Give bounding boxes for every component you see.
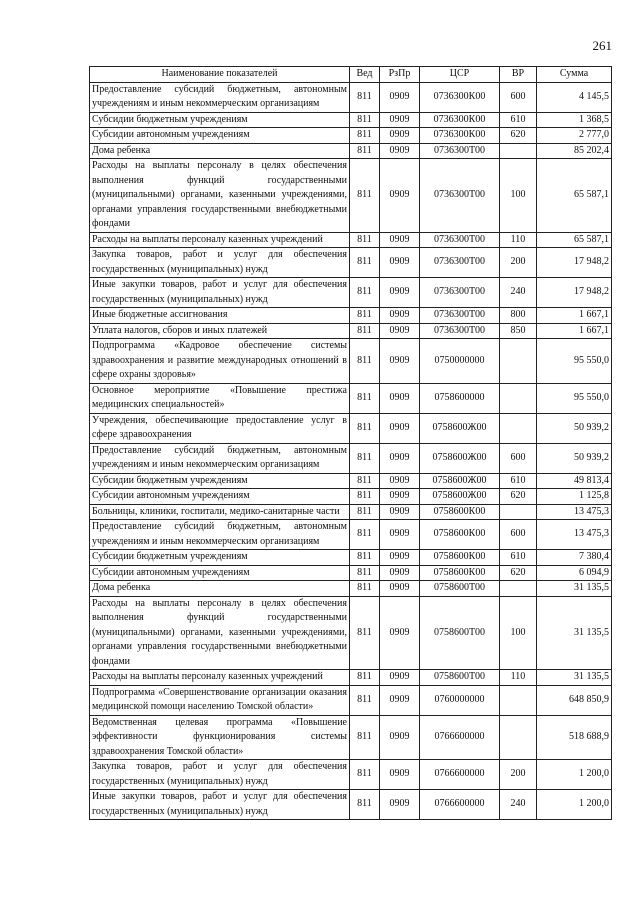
row-sum-cell: 17 948,2 [537,278,612,308]
row-ved-cell: 811 [350,520,380,550]
row-sum-cell: 65 587,1 [537,232,612,248]
row-rzpr-cell: 0909 [380,565,420,581]
row-rzpr-cell: 0909 [380,82,420,112]
row-rzpr-cell: 0909 [380,383,420,413]
table-row [90,383,612,413]
table-row [90,159,612,233]
row-ved-cell: 811 [350,596,380,670]
row-name-cell: Субсидии автономным учреждениям [90,565,350,581]
row-ved-cell: 811 [350,670,380,686]
row-vr-cell: 600 [500,443,537,473]
table-row [90,82,612,112]
row-sum-cell: 17 948,2 [537,248,612,278]
row-ved-cell: 811 [350,473,380,489]
row-csr-cell: 0758600Т00 [420,581,500,597]
row-vr-cell [500,715,537,760]
table-row [90,248,612,278]
row-name-cell: Иные закупки товаров, работ и услуг для обеспечения государственных (муниципальных) нужд [90,790,350,820]
row-ved-cell: 811 [350,413,380,443]
row-vr-cell: 240 [500,790,537,820]
table-row [90,581,612,597]
row-rzpr-cell: 0909 [380,596,420,670]
table-row [90,278,612,308]
column-header-vr: ВР [500,67,537,83]
row-csr-cell: 0736300Т00 [420,232,500,248]
budget-table [89,66,612,820]
table-row [90,550,612,566]
row-rzpr-cell: 0909 [380,248,420,278]
row-rzpr-cell: 0909 [380,685,420,715]
row-ved-cell: 811 [350,339,380,384]
table-row [90,715,612,760]
row-sum-cell: 2 777,0 [537,128,612,144]
row-name-cell: Подпрограмма «Кадровое обеспечение системы здравоохранения и развитие международных отношений в сфере охраны здоровья» [90,339,350,384]
row-name-cell: Иные закупки товаров, работ и услуг для обеспечения государственных (муниципальных) нужд [90,278,350,308]
row-sum-cell: 65 587,1 [537,159,612,233]
row-rzpr-cell: 0909 [380,143,420,159]
page-number: 261 [592,38,612,53]
row-vr-cell: 110 [500,670,537,686]
table-row [90,112,612,128]
row-vr-cell: 200 [500,248,537,278]
row-vr-cell: 100 [500,596,537,670]
table-row [90,128,612,144]
row-csr-cell: 0758600К00 [420,520,500,550]
row-csr-cell: 0766600000 [420,790,500,820]
row-sum-cell: 518 688,9 [537,715,612,760]
row-ved-cell: 811 [350,443,380,473]
row-csr-cell: 0758600К00 [420,550,500,566]
row-vr-cell: 240 [500,278,537,308]
row-sum-cell: 1 125,8 [537,489,612,505]
row-csr-cell: 0758600000 [420,383,500,413]
row-ved-cell: 811 [350,278,380,308]
row-name-cell: Закупка товаров, работ и услуг для обеспечения государственных (муниципальных) нужд [90,760,350,790]
row-sum-cell: 31 135,5 [537,596,612,670]
row-ved-cell: 811 [350,489,380,505]
row-vr-cell [500,339,537,384]
row-vr-cell: 200 [500,760,537,790]
table-row [90,760,612,790]
row-csr-cell: 0736300Т00 [420,308,500,324]
row-vr-cell: 600 [500,520,537,550]
row-vr-cell [500,383,537,413]
row-name-cell: Учреждения, обеспечивающие предоставление услуг в сфере здравоохранения [90,413,350,443]
row-csr-cell: 0766600000 [420,715,500,760]
row-vr-cell: 610 [500,473,537,489]
row-ved-cell: 811 [350,232,380,248]
table-row [90,443,612,473]
table-row [90,504,612,520]
table-row [90,323,612,339]
row-name-cell: Расходы на выплаты персоналу в целях обеспечения выполнения функций государственными (муниципальными) органами, казенными учреждениями, органами управления государственными внебюджетными фондами [90,159,350,233]
row-rzpr-cell: 0909 [380,232,420,248]
row-rzpr-cell: 0909 [380,790,420,820]
row-csr-cell: 0736300К00 [420,128,500,144]
row-ved-cell: 811 [350,685,380,715]
table-row [90,308,612,324]
row-name-cell: Субсидии бюджетным учреждениям [90,112,350,128]
row-name-cell: Иные бюджетные ассигнования [90,308,350,324]
row-csr-cell: 0736300К00 [420,82,500,112]
row-csr-cell: 0766600000 [420,760,500,790]
row-sum-cell: 1 667,1 [537,323,612,339]
row-name-cell: Субсидии бюджетным учреждениям [90,550,350,566]
row-vr-cell: 620 [500,489,537,505]
row-ved-cell: 811 [350,112,380,128]
row-name-cell: Подпрограмма «Совершенствование организации оказания медицинской помощи населению Томской области» [90,685,350,715]
row-rzpr-cell: 0909 [380,128,420,144]
row-vr-cell: 620 [500,565,537,581]
table-row [90,232,612,248]
row-vr-cell: 800 [500,308,537,324]
table-row [90,413,612,443]
row-name-cell: Расходы на выплаты персоналу казенных учреждений [90,670,350,686]
row-ved-cell: 811 [350,383,380,413]
row-sum-cell: 1 200,0 [537,760,612,790]
row-rzpr-cell: 0909 [380,520,420,550]
row-name-cell: Основное мероприятие «Повышение престижа медицинских специальностей» [90,383,350,413]
row-vr-cell: 610 [500,550,537,566]
row-rzpr-cell: 0909 [380,413,420,443]
row-csr-cell: 0736300Т00 [420,278,500,308]
row-csr-cell: 0736300Т00 [420,143,500,159]
row-rzpr-cell: 0909 [380,489,420,505]
row-csr-cell: 0760000000 [420,685,500,715]
row-ved-cell: 811 [350,504,380,520]
table-row [90,790,612,820]
row-ved-cell: 811 [350,323,380,339]
row-vr-cell: 620 [500,128,537,144]
row-vr-cell [500,581,537,597]
row-sum-cell: 50 939,2 [537,443,612,473]
row-sum-cell: 13 475,3 [537,520,612,550]
row-name-cell: Расходы на выплаты персоналу в целях обеспечения выполнения функций государственными (муниципальными) органами, казенными учреждениями, органами управления государственными внебюджетными фондами [90,596,350,670]
row-ved-cell: 811 [350,550,380,566]
row-vr-cell: 600 [500,82,537,112]
row-sum-cell: 1 667,1 [537,308,612,324]
row-ved-cell: 811 [350,128,380,144]
row-sum-cell: 95 550,0 [537,383,612,413]
row-rzpr-cell: 0909 [380,278,420,308]
row-sum-cell: 1 368,5 [537,112,612,128]
row-vr-cell: 100 [500,159,537,233]
row-rzpr-cell: 0909 [380,308,420,324]
row-sum-cell: 31 135,5 [537,581,612,597]
row-csr-cell: 0758600Т00 [420,670,500,686]
row-rzpr-cell: 0909 [380,670,420,686]
row-sum-cell: 6 094,9 [537,565,612,581]
table-body [90,82,612,820]
row-ved-cell: 811 [350,760,380,790]
row-sum-cell: 4 145,5 [537,82,612,112]
row-sum-cell: 85 202,4 [537,143,612,159]
row-name-cell: Предоставление субсидий бюджетным, автономным учреждениям и иным некоммерческим организациям [90,82,350,112]
table-row [90,565,612,581]
column-header-csr: ЦСР [420,67,500,83]
row-name-cell: Расходы на выплаты персоналу казенных учреждений [90,232,350,248]
column-header-rzpr: РзПр [380,67,420,83]
row-rzpr-cell: 0909 [380,112,420,128]
row-name-cell: Больницы, клиники, госпитали, медико-санитарные части [90,504,350,520]
row-sum-cell: 7 380,4 [537,550,612,566]
row-name-cell: Ведомственная целевая программа «Повышение эффективности функционирования системы здравоохранения Томской области» [90,715,350,760]
row-rzpr-cell: 0909 [380,339,420,384]
row-vr-cell: 850 [500,323,537,339]
row-sum-cell: 648 850,9 [537,685,612,715]
row-sum-cell: 1 200,0 [537,790,612,820]
table-row [90,489,612,505]
row-ved-cell: 811 [350,82,380,112]
row-name-cell: Дома ребенка [90,143,350,159]
row-csr-cell: 0758600Ж00 [420,443,500,473]
row-rzpr-cell: 0909 [380,581,420,597]
row-rzpr-cell: 0909 [380,715,420,760]
row-csr-cell: 0736300Т00 [420,323,500,339]
row-ved-cell: 811 [350,581,380,597]
row-ved-cell: 811 [350,565,380,581]
row-vr-cell [500,504,537,520]
row-csr-cell: 0736300Т00 [420,159,500,233]
table-row [90,339,612,384]
row-vr-cell: 610 [500,112,537,128]
row-name-cell: Предоставление субсидий бюджетным, автономным учреждениям и иным некоммерческим организациям [90,443,350,473]
row-name-cell: Закупка товаров, работ и услуг для обеспечения государственных (муниципальных) нужд [90,248,350,278]
row-vr-cell [500,143,537,159]
row-csr-cell: 0758600К00 [420,504,500,520]
column-header-sum: Сумма [537,67,612,83]
table-row [90,143,612,159]
row-name-cell: Предоставление субсидий бюджетным, автономным учреждениям и иным некоммерческим организациям [90,520,350,550]
table-row [90,473,612,489]
row-ved-cell: 811 [350,248,380,278]
row-rzpr-cell: 0909 [380,504,420,520]
row-csr-cell: 0758600Т00 [420,596,500,670]
row-vr-cell: 110 [500,232,537,248]
row-csr-cell: 0758600Ж00 [420,489,500,505]
row-ved-cell: 811 [350,790,380,820]
column-header-ved: Вед [350,67,380,83]
table-row [90,670,612,686]
row-sum-cell: 50 939,2 [537,413,612,443]
row-sum-cell: 49 813,4 [537,473,612,489]
row-ved-cell: 811 [350,308,380,324]
row-csr-cell: 0736300Т00 [420,248,500,278]
row-sum-cell: 95 550,0 [537,339,612,384]
column-header-name: Наименование показателей [90,67,350,83]
row-rzpr-cell: 0909 [380,159,420,233]
row-csr-cell: 0750000000 [420,339,500,384]
row-csr-cell: 0758600Ж00 [420,473,500,489]
row-rzpr-cell: 0909 [380,760,420,790]
row-ved-cell: 811 [350,159,380,233]
row-name-cell: Дома ребенка [90,581,350,597]
row-csr-cell: 0758600К00 [420,565,500,581]
table-row [90,685,612,715]
row-csr-cell: 0758600Ж00 [420,413,500,443]
row-sum-cell: 13 475,3 [537,504,612,520]
row-vr-cell [500,413,537,443]
row-csr-cell: 0736300К00 [420,112,500,128]
row-name-cell: Субсидии бюджетным учреждениям [90,473,350,489]
row-rzpr-cell: 0909 [380,550,420,566]
table-header-row [90,67,612,83]
row-name-cell: Субсидии автономным учреждениям [90,489,350,505]
row-sum-cell: 31 135,5 [537,670,612,686]
row-ved-cell: 811 [350,715,380,760]
table-row [90,520,612,550]
row-rzpr-cell: 0909 [380,443,420,473]
row-name-cell: Субсидии автономным учреждениям [90,128,350,144]
row-ved-cell: 811 [350,143,380,159]
row-rzpr-cell: 0909 [380,473,420,489]
row-vr-cell [500,685,537,715]
table-row [90,596,612,670]
row-rzpr-cell: 0909 [380,323,420,339]
row-name-cell: Уплата налогов, сборов и иных платежей [90,323,350,339]
